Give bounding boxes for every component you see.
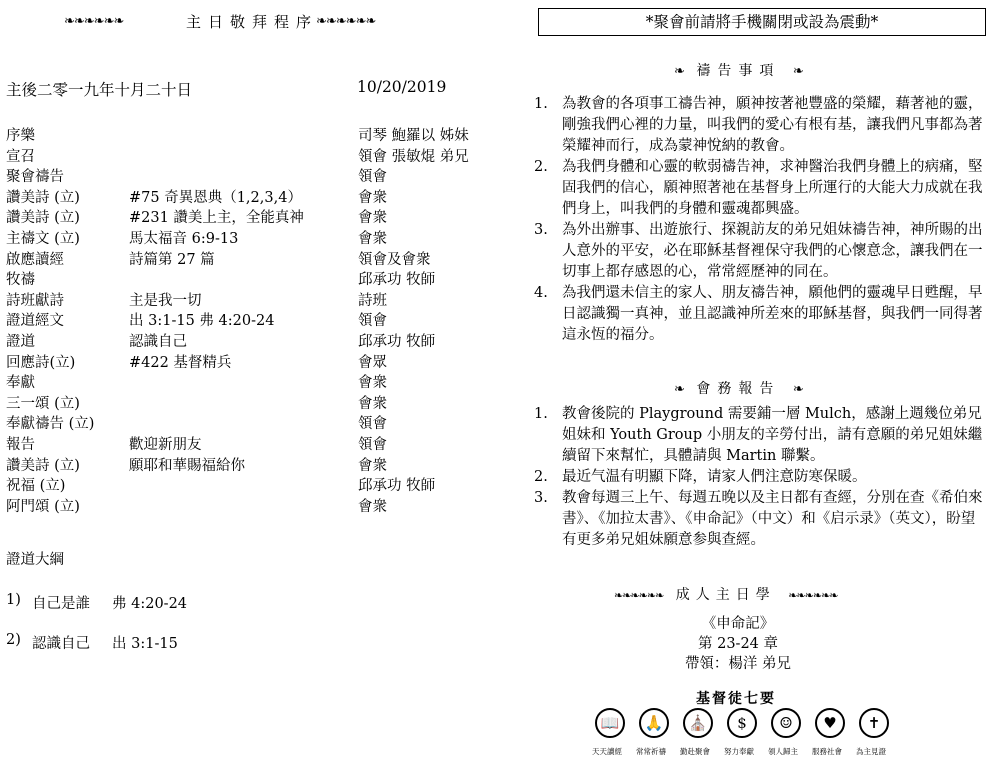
prayer-title: 禱告事項 [696, 63, 781, 79]
program-leader: 邱承功 牧師 [358, 478, 436, 495]
program-leader: 會衆 [358, 395, 387, 412]
list-item [534, 220, 986, 283]
item-text: 為外出辦事、出遊旅行、探親訪友的弟兄姐妹禱告神，神所賜的出人意外的平安，必在耶穌基督裡保守我們的心懷意念，讓我們在一切事上都存感恩的心，常常經歷神的同在。 [562, 222, 983, 280]
offering-icon: $ [727, 708, 757, 738]
program-item: 序樂 [6, 128, 35, 144]
item-text: 為教會的各項事工禱告神，願神按著祂豐盛的榮耀，藉著祂的靈，剛強我們心裡的力量，叫我們的愛心有根有基，讓我們凡事都為著榮耀神而行，成為蒙神悅納的教會。 [562, 96, 983, 154]
program-row [6, 330, 486, 350]
list-item [534, 157, 986, 220]
program-leader: 會衆 [358, 189, 387, 206]
program-leader: 會衆 [358, 231, 387, 247]
program-leader: 會衆 [358, 375, 387, 392]
program-leader: 司琴 鮑羅以 姊妹 [358, 128, 469, 144]
prayer-list [534, 94, 986, 346]
program-leader: 會衆 [358, 210, 387, 227]
program-row [6, 206, 486, 226]
seven-musts-label: 努力奉獻 [724, 747, 754, 756]
phone-notice [538, 8, 986, 36]
outline-number: 2) [6, 632, 21, 648]
program-row [6, 145, 486, 165]
outline-point [6, 592, 486, 612]
program-row [6, 309, 486, 329]
report-header [674, 378, 803, 398]
seven-musts-label: 勤赴聚會 [680, 747, 710, 756]
item-number: 3. [534, 222, 548, 238]
outline-reference: 弗 4:20-24 [112, 596, 188, 612]
program-item: 阿門頌 (立) [6, 498, 80, 515]
program-item: 奉獻 [6, 375, 35, 392]
item-number: 1. [534, 406, 548, 422]
program-row [6, 412, 486, 432]
seven-musts-label: 為主見證 [856, 747, 886, 756]
program-row [6, 289, 486, 309]
report-title: 會務報告 [696, 381, 781, 397]
item-number: 2. [534, 159, 548, 175]
program-row [6, 268, 486, 288]
program-detail: 歡迎新朋友 [129, 437, 202, 453]
outline-title: 證道大綱 [6, 552, 64, 568]
gathering-icon: ⛪ [683, 708, 713, 738]
program-leader: 領會 [358, 437, 387, 453]
outline-number: 1) [6, 592, 21, 608]
program-detail: 主是我一切 [129, 292, 202, 309]
item-number: 2. [534, 469, 548, 485]
program-leader: 領會 [358, 169, 387, 186]
outline-point [6, 632, 486, 652]
item-text: 教會後院的 Playground 需要鋪一層 Mulch，感謝上週幾位弟兄姐妹和 Youth Group 小朋友的辛勞付出，請有意願的弟兄姐妹繼續留下來幫忙，具體請與 Martin 聯繫。 [562, 406, 983, 464]
adult-school-title: 成人主日學 [675, 587, 776, 603]
program-item: 宣召 [6, 148, 35, 165]
outline-reference: 出 3:1-15 [112, 636, 178, 652]
item-number: 4. [534, 285, 548, 301]
program-detail: 出 3:1-15 弗 4:20-24 [129, 313, 275, 330]
item-number: 3. [534, 490, 548, 506]
report-list [534, 404, 986, 551]
program-item: 聚會禱告 [6, 169, 64, 186]
order-of-worship-title: 主日敬拜程序 [186, 13, 319, 31]
prayer-header [674, 60, 803, 80]
seven-musts-title: 基督徒七要 [696, 691, 776, 707]
program-detail: 認識自己 [129, 334, 187, 350]
leaf-icon: ❧ [792, 382, 803, 397]
date-numeric: 10/20/2019 [357, 78, 447, 96]
program-item: 詩班獻詩 [6, 292, 64, 309]
program-leader: 邱承功 牧師 [358, 334, 436, 350]
list-item [534, 404, 986, 467]
outline-text: 自己是誰 [32, 596, 90, 612]
ornament-left: ❧❧❧❧❧❧ [64, 14, 124, 29]
program-leader: 詩班 [358, 292, 387, 309]
program-leader: 邱承功 牧師 [358, 272, 436, 289]
program-row [6, 433, 486, 453]
praying-icon: 🙏 [639, 708, 669, 738]
adult-leader: 帶領：楊洋 弟兄 [684, 656, 792, 672]
item-number: 1. [534, 96, 548, 112]
cross-icon: ✝ [859, 708, 889, 738]
program-row [6, 124, 486, 144]
program-item: 報告 [6, 437, 35, 453]
program-row [6, 371, 486, 391]
item-text: 最近气温有明顯下降，请家人們注意防寒保暖。 [562, 469, 867, 485]
program-row [6, 227, 486, 247]
program-row [6, 186, 486, 206]
leaf-icon: ❧ [674, 64, 684, 79]
ornament-left: ❧❧❧❧❧❧ [614, 589, 664, 602]
list-item [534, 94, 986, 157]
program-detail: #422 基督精兵 [129, 354, 232, 371]
program-detail: 願耶和華賜福給你 [129, 457, 245, 474]
seven-musts-label: 天天讀經 [592, 747, 622, 756]
program-item: 三一頌 (立) [6, 395, 80, 412]
seven-musts-label: 常常祈禱 [636, 747, 666, 756]
item-text: 為我們還未信主的家人、朋友禱告神，願他們的靈魂早日甦醒，早日認識獨一真神，並且認識神所差來的耶穌基督，與我們一同得著這永恆的福分。 [562, 285, 983, 343]
program-item: 祝福 (立) [6, 478, 66, 495]
outline-text: 認識自己 [32, 636, 90, 652]
program-item: 回應詩(立) [6, 354, 76, 371]
program-item: 奉獻禱告 (立) [6, 416, 95, 433]
society-icon: ♥ [815, 708, 845, 738]
program-detail: #75 奇異恩典（1,2,3,4） [129, 189, 302, 206]
program-item: 讚美詩 (立) [6, 189, 80, 206]
program-leader: 領會 [358, 416, 387, 433]
program-item: 證道經文 [6, 313, 64, 330]
adult-school-header [614, 584, 838, 604]
phone-notice-text: *聚會前請將手機關閉或設為震動* [645, 13, 879, 31]
program-leader: 會眾 [358, 354, 387, 371]
leaf-icon: ❧ [674, 382, 684, 397]
program-item: 啟應讀經 [6, 251, 64, 268]
program-row [6, 495, 486, 515]
leaf-icon: ❧ [792, 64, 803, 79]
list-item [534, 283, 986, 346]
program-row [6, 474, 486, 494]
ornament-right: ❧❧❧❧❧❧ [788, 589, 838, 602]
program-detail: 馬太福音 6:9-13 [129, 231, 239, 247]
program-item: 讚美詩 (立) [6, 210, 80, 227]
program-item: 主禱文 (立) [6, 231, 80, 247]
program-row [6, 454, 486, 474]
program-leader: 領會及會衆 [358, 251, 431, 268]
program-row [6, 165, 486, 185]
program-item: 牧禱 [6, 272, 35, 289]
program-row [6, 351, 486, 371]
program-leader: 會衆 [358, 498, 387, 515]
item-text: 教會每週三上午、每週五晚以及主日都有查經，分別在查《希伯來書》、《加拉太書》、《申命記》（中文）和《启示录》（英文），盼望有更多弟兄姐妹願意参與查經。 [562, 490, 983, 548]
program-detail: #231 讚美上主，全能真神 [129, 210, 304, 227]
bible-reading-icon: 📖 [595, 708, 625, 738]
program-leader: 會衆 [358, 457, 387, 474]
program-detail: 詩篇第 27 篇 [129, 251, 215, 268]
program-row [6, 392, 486, 412]
witness-icon: ☺ [771, 708, 801, 738]
adult-book: 《申命記》 [701, 616, 775, 632]
program-row [6, 248, 486, 268]
ornament-right: ❧❧❧❧❧❧ [316, 14, 376, 29]
seven-musts-label: 領人歸主 [768, 747, 798, 756]
program-leader: 領會 [358, 313, 387, 330]
program-leader: 領會 張敏焜 弟兄 [358, 148, 469, 165]
list-item [534, 488, 986, 551]
adult-chapters: 第 23-24 章 [697, 636, 779, 652]
list-item [534, 467, 986, 488]
item-text: 為我們身體和心靈的軟弱禱告神，求神醫治我們身體上的病痛，堅固我們的信心，願神照著祂在基督身上所運行的大能大力成就在我們身上，叫我們的身體和靈魂都興盛。 [562, 159, 983, 217]
date-chinese: 主後二零一九年十月二十日 [6, 81, 193, 99]
program-item: 證道 [6, 334, 35, 350]
seven-musts-label: 服務社會 [812, 747, 842, 756]
program-item: 讚美詩 (立) [6, 457, 80, 474]
